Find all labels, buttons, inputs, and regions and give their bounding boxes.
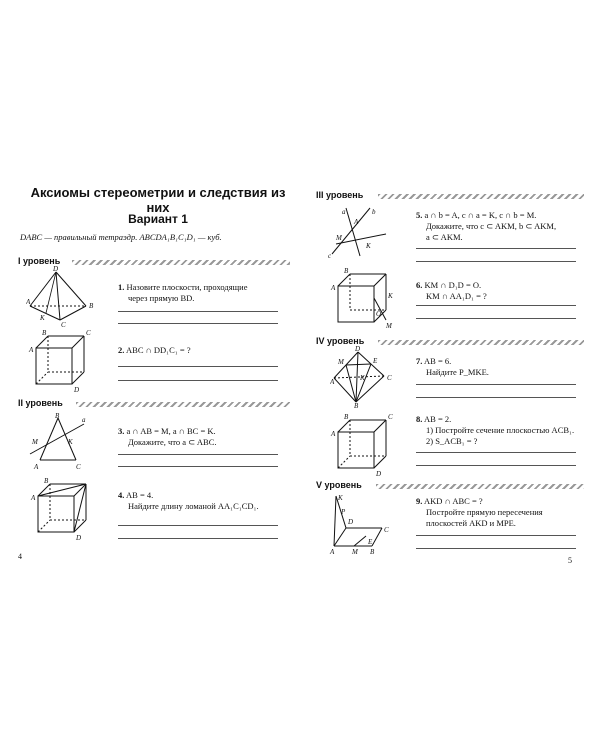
level-divider — [376, 484, 584, 489]
answer-line — [416, 452, 576, 453]
answer-line — [118, 311, 278, 312]
task-line: KM ∩ D₁D = O. — [424, 280, 482, 290]
task-number: 8. — [416, 414, 423, 424]
task-number: 6. — [416, 280, 423, 290]
label-E: E — [373, 357, 378, 365]
task-2 — [118, 345, 191, 356]
label-M: M — [32, 438, 38, 446]
task-1 — [118, 282, 247, 304]
cube-figure-6 — [330, 268, 394, 328]
label-B: B — [89, 302, 94, 310]
triangle-figure — [28, 412, 92, 472]
label-A: A — [34, 463, 39, 471]
label-A: A — [29, 346, 34, 354]
label-P: P — [341, 508, 346, 516]
level-1-heading: I уровень — [18, 256, 61, 266]
task-line: Постройте прямую пересечения — [426, 507, 543, 517]
label-C: C — [86, 330, 91, 337]
label-K: K — [360, 374, 365, 382]
label-B: B — [55, 412, 60, 420]
answer-line — [118, 323, 278, 324]
label-K: K — [366, 242, 371, 250]
level-2-heading: II уровень — [18, 398, 63, 408]
label-D: D — [376, 470, 382, 476]
label-M: M — [386, 322, 392, 328]
label-C: C — [387, 374, 392, 382]
answer-line — [416, 397, 576, 398]
answer-line — [416, 305, 576, 306]
answer-line — [118, 525, 278, 526]
label-B: B — [344, 268, 349, 275]
task-8 — [416, 414, 574, 447]
task-line: a ∩ b = A, c ∩ a = K, c ∩ b = M. — [424, 210, 537, 220]
level-divider — [378, 194, 584, 199]
task-number: 2. — [118, 345, 125, 355]
task-number: 7. — [416, 356, 423, 366]
page-title: Аксиомы стереометрии и следствия из них — [30, 185, 286, 215]
answer-line — [416, 261, 576, 262]
task-line: KM ∩ AA₁D₁ = ? — [426, 291, 487, 301]
answer-line — [118, 466, 278, 467]
label-A: A — [26, 298, 31, 306]
answer-line — [416, 465, 576, 466]
task-number: 4. — [118, 490, 125, 500]
label-M: M — [352, 548, 358, 554]
label-K: K — [338, 494, 343, 502]
answer-line — [416, 548, 576, 549]
answer-line — [416, 535, 576, 536]
task-5 — [416, 210, 556, 243]
label-c: c — [328, 252, 332, 260]
level-divider — [76, 402, 290, 407]
level-5-heading: V уровень — [316, 480, 362, 490]
label-A: A — [330, 378, 335, 386]
label-A: A — [31, 494, 36, 502]
task-line: AB = 6. — [424, 356, 452, 366]
task-line: AB = 4. — [126, 490, 154, 500]
label-K: K — [68, 438, 73, 446]
label-O: O — [376, 310, 382, 318]
label-E: E — [368, 538, 373, 546]
task-line: Найдите длину ломаной AA₁C₁CD₁. — [128, 501, 259, 511]
level-3-heading: III уровень — [316, 190, 364, 200]
label-a: a — [342, 208, 346, 216]
task-3 — [118, 426, 217, 448]
label-B: B — [42, 330, 47, 337]
lines-figure — [326, 204, 394, 260]
task-number: 5. — [416, 210, 423, 220]
label-B: B — [44, 478, 49, 485]
task-line: AB = 2. — [424, 414, 452, 424]
task-line: a ∩ AB = M, a ∩ BC = K. — [126, 426, 216, 436]
level-divider — [72, 260, 290, 265]
answer-line — [118, 380, 278, 381]
label-C: C — [76, 463, 81, 471]
label-b: b — [372, 208, 376, 216]
task-6 — [416, 280, 487, 302]
task-line: 1) Постройте сечение плоскостью ACB₁. — [426, 425, 575, 435]
task-line: 2) S_ACB₁ = ? — [426, 436, 478, 446]
label-A: A — [331, 430, 336, 438]
label-B: B — [344, 414, 349, 421]
label-A: A — [354, 218, 359, 226]
label-C: C — [388, 414, 393, 421]
label-M: M — [336, 234, 342, 242]
task-line: Докажите, что c ⊂ AKM, b ⊂ AKM, — [426, 221, 557, 231]
task-number: 9. — [416, 496, 423, 506]
label-C: C — [61, 321, 66, 328]
task-line: плоскостей AKD и MPE. — [426, 518, 516, 528]
answer-line — [416, 384, 576, 385]
task-line: AKD ∩ ABC = ? — [424, 496, 483, 506]
label-C: C — [384, 526, 389, 534]
task-9 — [416, 496, 543, 529]
answer-line — [118, 538, 278, 539]
task-number: 1. — [118, 282, 125, 292]
label-a: a — [82, 416, 86, 424]
task-line: a ⊂ AKM. — [426, 232, 463, 242]
label-K: K — [388, 292, 393, 300]
label-A: A — [331, 284, 336, 292]
prism-figure-9 — [326, 492, 396, 554]
level-4-heading: IV уровень — [316, 336, 365, 346]
cube-figure-4 — [30, 478, 94, 540]
label-D: D — [76, 534, 82, 540]
level-divider — [378, 340, 584, 345]
task-number: 3. — [118, 426, 125, 436]
task-7 — [416, 356, 489, 378]
label-D: D — [53, 265, 59, 273]
label-A: A — [330, 548, 335, 554]
task-4 — [118, 490, 259, 512]
label-D: D — [348, 518, 354, 526]
cube-figure — [28, 330, 92, 392]
intro-text: DABC — правильный тетраэдр. ABCDA₁B₁C₁D₁ — куб. — [20, 232, 222, 242]
answer-line — [416, 248, 576, 249]
label-D: D — [355, 346, 361, 353]
answer-line — [118, 454, 278, 455]
variant-title: Вариант 1 — [128, 212, 188, 226]
label-B: B — [370, 548, 375, 554]
cube-figure-8 — [330, 414, 394, 476]
label-B: B — [354, 402, 359, 408]
answer-line — [118, 366, 278, 367]
page-number-left: 4 — [18, 552, 22, 561]
task-line: Найдите P_MKE. — [426, 367, 489, 377]
task-line: Назовите плоскости, проходящие — [126, 282, 248, 292]
task-line: через прямую BD. — [128, 293, 195, 303]
answer-line — [416, 318, 576, 319]
page-number-right: 5 — [568, 556, 572, 565]
label-D: D — [74, 386, 80, 392]
label-K: K — [40, 314, 45, 322]
task-line: Докажите, что a ⊂ ABC. — [128, 437, 217, 447]
label-M: M — [338, 358, 344, 366]
tetrahedron-figure — [26, 264, 98, 328]
tetrahedron-figure-7 — [330, 346, 394, 408]
task-line: ABC ∩ DD₁C₁ = ? — [126, 345, 191, 355]
